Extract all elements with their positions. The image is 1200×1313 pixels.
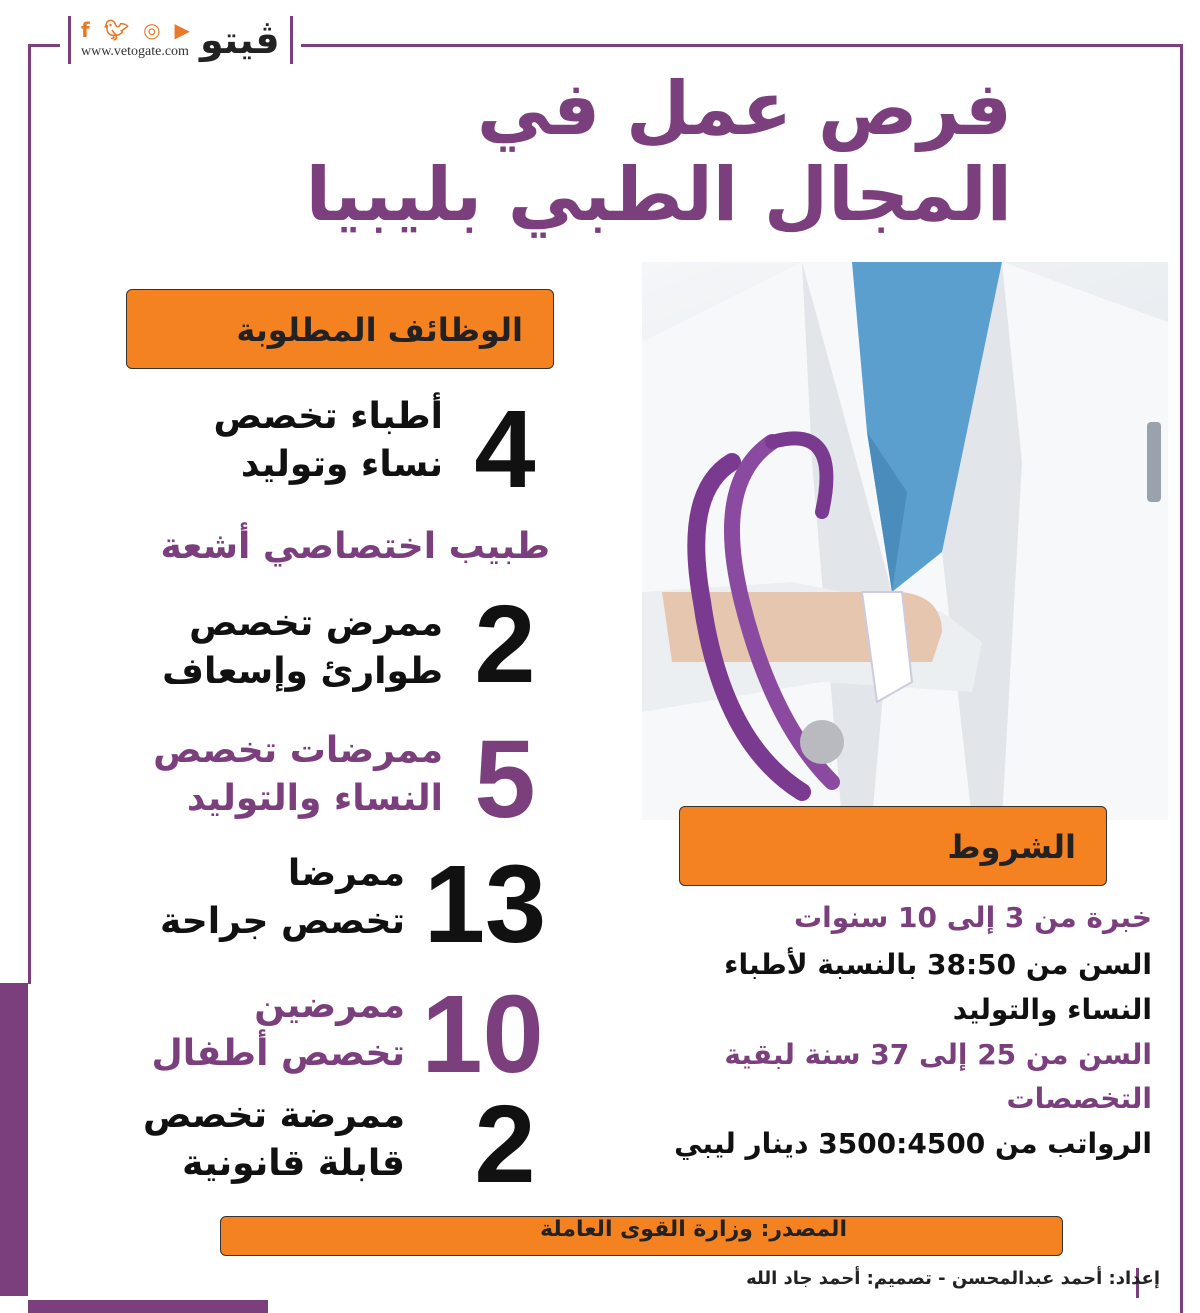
purple-corner-block bbox=[0, 983, 28, 1313]
facebook-icon[interactable]: f bbox=[81, 18, 90, 42]
page-title-line2: المجال الطبي بليبيا bbox=[305, 152, 1012, 238]
job-count: 2 bbox=[474, 1083, 536, 1206]
condition-line: الرواتب من 3500:4500 دينار ليبي bbox=[674, 1127, 1152, 1160]
job-count: 2 bbox=[474, 583, 536, 706]
job-title: ممرضين تخصص أطفال bbox=[151, 985, 405, 1074]
purple-bottom-bar bbox=[28, 1300, 268, 1313]
job-title: ممرضة تخصص قابلة قانونية bbox=[142, 1095, 405, 1184]
job-count: 5 bbox=[474, 718, 536, 841]
site-url[interactable]: www.vetogate.com bbox=[81, 44, 189, 59]
youtube-icon[interactable]: ▶ bbox=[174, 18, 190, 42]
jobs-heading: الوظائف المطلوبة bbox=[126, 289, 554, 369]
header-left-bar bbox=[68, 16, 71, 64]
job-title: ممرض تخصص طوارئ وإسعاف bbox=[162, 603, 443, 692]
condition-line: خبرة من 3 إلى 10 سنوات bbox=[794, 901, 1152, 934]
frame-right-line bbox=[1180, 44, 1183, 1274]
frame-left-line bbox=[28, 44, 31, 984]
instagram-icon[interactable]: ◎ bbox=[143, 18, 161, 42]
twitter-icon[interactable]: 🐦︎ bbox=[103, 18, 130, 42]
job-title: طبيب اختصاصي أشعة bbox=[160, 526, 550, 567]
conditions-heading: الشروط bbox=[679, 806, 1107, 886]
header-right-bar bbox=[290, 16, 293, 64]
condition-line: السن من 25 إلى 37 سنة لبقية bbox=[724, 1038, 1152, 1071]
credits: إعداد: أحمد عبدالمحسن - تصميم: أحمد جاد الله bbox=[746, 1268, 1160, 1289]
job-title: ممرضات تخصص النساء والتوليد bbox=[153, 730, 443, 819]
source-note: المصدر: وزارة القوى العاملة bbox=[220, 1216, 1063, 1256]
job-title: ممرضا تخصص جراحة bbox=[159, 853, 405, 942]
job-count: 10 bbox=[421, 973, 544, 1096]
doctor-photo bbox=[642, 262, 1168, 820]
page-title-line1: فرص عمل في bbox=[476, 66, 1012, 152]
job-title: أطباء تخصص نساء وتوليد bbox=[213, 396, 443, 485]
bottom-right-line bbox=[1180, 1265, 1183, 1313]
condition-line: التخصصات bbox=[1006, 1082, 1152, 1115]
veto-logo: ڤيتو bbox=[199, 18, 280, 62]
job-count: 4 bbox=[474, 388, 536, 511]
condition-line: النساء والتوليد bbox=[952, 993, 1152, 1026]
social-block bbox=[81, 20, 190, 60]
job-count: 13 bbox=[423, 843, 547, 966]
condition-line: السن من 38:50 بالنسبة لأطباء bbox=[724, 948, 1152, 981]
brand-header bbox=[60, 14, 301, 66]
